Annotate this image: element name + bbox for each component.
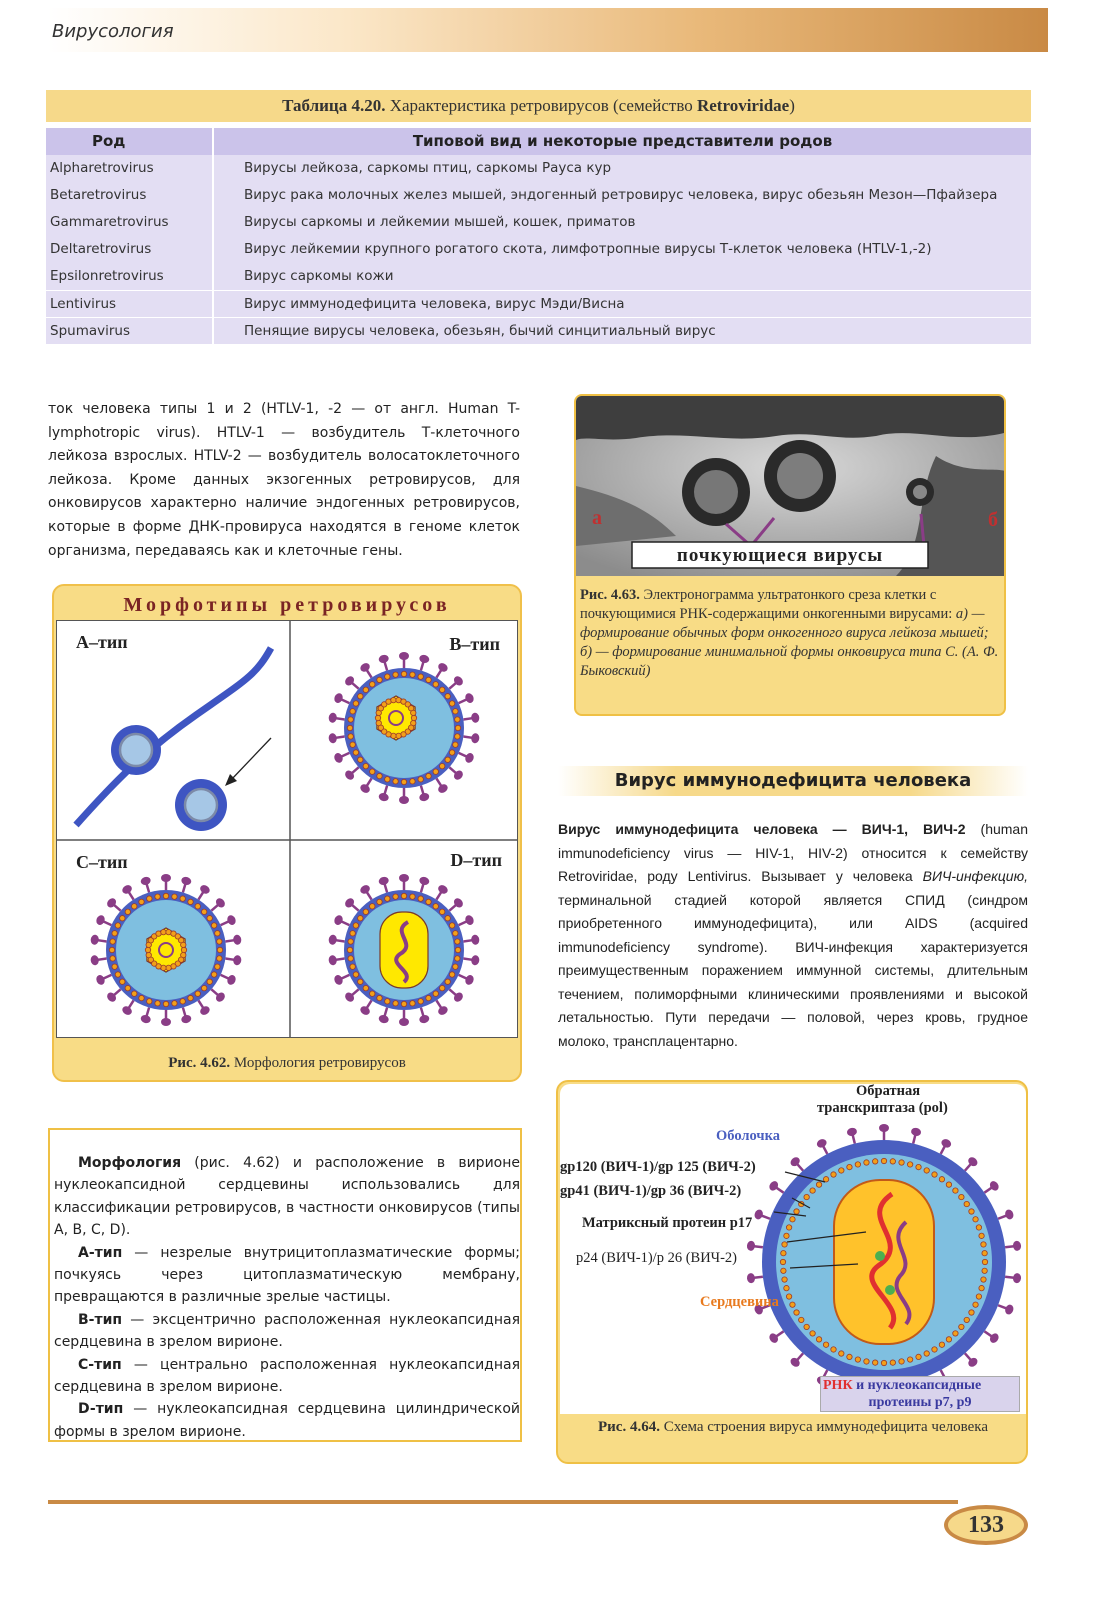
hiv-paragraph-text1: (human immunodeficiency virus — HIV-1, HIV-2) относится к семейству Retroviridae, роду Lentivirus. Вызывает у человека <box>558 821 1029 884</box>
morphology-a-type <box>54 1242 520 1309</box>
spike <box>846 1127 860 1145</box>
label-envelope: Оболочка <box>716 1128 780 1144</box>
section-title-hiv: Вирус иммунодефицита человека <box>558 766 1028 796</box>
hiv-paragraph <box>558 818 1028 1053</box>
spike <box>463 954 480 966</box>
figure-micrograph-caption <box>580 586 1004 681</box>
figure-morphotypes-caption-text: Морфология ретровирусов <box>233 1055 406 1071</box>
genus-cell: Lentivirus <box>46 291 212 318</box>
spike <box>416 1006 430 1024</box>
spike <box>225 954 242 966</box>
micrograph-drawing <box>576 396 1006 576</box>
morphology-text-box <box>48 1128 522 1442</box>
label-nc-proteins: протеины p7, p9 <box>868 1395 972 1410</box>
table-caption-text: Характеристика ретровирусов (семейство <box>389 96 693 115</box>
spike <box>378 1006 392 1024</box>
genus-cell: Alpharetrovirus <box>46 155 212 182</box>
spike <box>161 874 171 890</box>
figure-morphotypes-caption <box>54 1055 520 1072</box>
figure-micrograph-caption-text: Электронограмма ультратонкого среза клетки с почкующимися РНК-содержащими онкогенными вирусами: <box>580 587 953 622</box>
spike <box>399 1010 409 1026</box>
spike <box>746 1272 763 1284</box>
members-cell: Вирус саркомы кожи <box>214 263 1031 290</box>
label-core: Сердцевина <box>700 1294 779 1310</box>
type-a-label: А–тип <box>76 632 128 652</box>
figure-micrograph-caption-b: б) — формирование минимальной формы онковируса типа С. (А. Ф. Быковский) <box>580 644 999 679</box>
footer-rule <box>48 1500 958 1504</box>
spike <box>178 876 192 894</box>
spike <box>328 712 345 724</box>
spike <box>225 934 242 946</box>
spike <box>399 874 409 890</box>
morphotypes-grid <box>56 620 518 1038</box>
morphology-b-type <box>54 1309 520 1354</box>
b-type-virion <box>328 652 480 804</box>
spike <box>908 1127 922 1145</box>
table-row <box>46 182 1031 209</box>
spike <box>90 934 107 946</box>
figure-morphotypes-title: Морфотипы ретровирусов <box>123 594 451 616</box>
label-rna-nucleocapsid <box>821 1377 1019 1394</box>
figure-morphotypes <box>52 584 522 1082</box>
hiv-virion <box>746 1124 1021 1400</box>
spike <box>753 1208 772 1223</box>
figure-micrograph-caption-a: а) — формирование обычных форм онкогенного вируса лейкоза мышей; <box>580 606 989 641</box>
label-rna: РНК <box>823 1378 853 1393</box>
spike <box>140 876 154 894</box>
spike <box>328 732 345 744</box>
morphology-d-type <box>54 1398 520 1443</box>
table-caption-family: Retroviridae <box>696 96 790 115</box>
label-nucleocapsid: и нуклеокапсидные <box>852 1378 982 1393</box>
hiv-paragraph-text2: терминальной стадией которой является СПИД (синдром приобретенного иммунодефицита), или AIDS (acquired immunodeficiency syndrome). ВИЧ-инфекция характеризуется преимущественным поражением иммунной системы, длительным течением, полиморфными клиническими проявлениями и высокой летальностью. Пути передачи — половой, через кровь, грудное молоко, трансплацентарно. <box>558 891 1028 1049</box>
label-reverse-transcriptase-2: транскриптаза (pol) <box>817 1100 948 1116</box>
morphology-text <box>54 1152 520 1443</box>
spike <box>996 1301 1015 1316</box>
spike <box>1005 1240 1022 1252</box>
spike <box>140 1006 154 1024</box>
spike <box>416 876 430 894</box>
micrograph-banner: почкующиеся вирусы <box>676 545 884 566</box>
morphology-c-type <box>54 1354 520 1399</box>
genus-cell: Epsilonretrovirus <box>46 263 212 290</box>
label-p24: p24 (ВИЧ-1)/p 26 (ВИЧ-2) <box>576 1250 738 1266</box>
type-b-label: В–тип <box>449 634 500 654</box>
morphology-c-text: — центрально расположенная нуклеокапсидная сердцевина в зрелом вирионе. <box>54 1356 520 1396</box>
table-row <box>46 318 1031 345</box>
table-row <box>46 236 1031 263</box>
spike <box>1005 1272 1022 1284</box>
spike <box>463 934 480 946</box>
htlv-paragraph: ток человека типы 1 и 2 (HTLV-1, -2 — от англ. Human T-lymphotropic virus). HTLV-1 — возбудитель Т-клеточного лейкоза взрослых. HTLV-2 — возбудитель волосатоклеточного лейкоза. Кроме данных экзогенных ретровирусов, для онковирусов характерно наличие эндогенных ретровирусов, которые в форме ДНК-провируса находятся в геноме клеток организма, передаваясь как и клеточные гены. <box>48 401 520 559</box>
page-number: 133 <box>944 1505 1028 1545</box>
figure-hiv-caption <box>568 1418 1018 1436</box>
morphology-intro <box>54 1152 520 1242</box>
column-header-members: Типовой вид и некоторые представители родов <box>214 128 1031 155</box>
table-caption-end: ) <box>789 96 795 115</box>
c-type-virion <box>90 874 242 1026</box>
figure-electron-micrograph <box>574 394 1006 716</box>
members-cell: Вирусы саркомы и лейкемии мышей, кошек, приматов <box>214 209 1031 236</box>
morphology-d-label: D-тип <box>78 1401 124 1418</box>
spike <box>328 954 345 966</box>
spike <box>399 652 409 668</box>
a-type-virion <box>76 648 271 831</box>
type-d-label: D–тип <box>450 850 502 870</box>
spike <box>161 1010 171 1026</box>
table-row <box>46 263 1031 290</box>
morphology-d-text: — нуклеокапсидная сердцевина цилиндрической формы в зрелом вирионе. <box>54 1401 520 1440</box>
figure-micrograph-caption-number: Рис. 4.63. <box>580 587 640 603</box>
hiv-scheme-panel <box>560 1084 1026 1414</box>
spike <box>178 1006 192 1024</box>
spike <box>463 732 480 744</box>
section-name: Вирусология <box>52 21 174 42</box>
table-caption-number: Таблица 4.20. <box>282 96 386 115</box>
spike <box>879 1124 889 1140</box>
spike <box>378 784 392 802</box>
label-gp41: gp41 (ВИЧ-1)/gp 36 (ВИЧ-2) <box>560 1183 742 1199</box>
members-cell: Вирус иммунодефицита человека, вирус Мэди/Висна <box>214 291 1031 318</box>
hiv-paragraph-lead: Вирус иммунодефицита человека — ВИЧ-1, ВИЧ-2 <box>558 821 966 837</box>
retrovirus-table <box>46 128 1031 345</box>
members-cell: Пенящие вирусы человека, обезьян, бычий синцитиальный вирус <box>214 318 1031 345</box>
column-header-genus: Род <box>46 128 212 155</box>
genus-cell: Gammaretrovirus <box>46 209 212 236</box>
table-caption <box>46 90 1031 122</box>
micrograph-label-b: б <box>988 509 998 531</box>
hiv-diagram <box>560 1084 1026 1414</box>
members-cell: Вирус лейкемии крупного рогатого скота, лимфотропные вирусы Т-клеток человека (HTLV-1,-2) <box>214 236 1031 263</box>
nc-label-box <box>820 1376 1020 1412</box>
members-cell: Вирусы лейкоза, саркомы птиц, саркомы Рауса кур <box>214 155 1031 182</box>
d-type-virion <box>328 874 480 1026</box>
genus-cell: Spumavirus <box>46 318 212 345</box>
table-row <box>46 209 1031 236</box>
table-row <box>46 291 1031 318</box>
morphology-b-text: — эксцентрично расположенная нуклеокапсидная сердцевина в зрелом вирионе. <box>54 1311 520 1351</box>
spike <box>378 876 392 894</box>
label-gp120: gp120 (ВИЧ-1)/gp 125 (ВИЧ-2) <box>560 1159 756 1175</box>
genus-cell: Betaretrovirus <box>46 182 212 209</box>
morphology-b-label: В-тип <box>78 1311 123 1328</box>
genus-cell: Deltaretrovirus <box>46 236 212 263</box>
hiv-paragraph-italic: ВИЧ-инфекцию, <box>922 868 1028 884</box>
spike <box>416 654 430 672</box>
members-cell: Вирус рака молочных желез мышей, эндогенный ретровирус человека, вирус обезьян Мезон—Пфайзера <box>214 182 1031 209</box>
spike <box>416 784 430 802</box>
figure-hiv-scheme <box>556 1080 1028 1464</box>
spike <box>746 1240 763 1252</box>
running-header <box>48 8 1048 52</box>
type-c-label: С–тип <box>76 852 128 872</box>
morphology-lead: Морфология <box>78 1155 182 1171</box>
micrograph-label-a: а <box>592 507 602 529</box>
table-header-row <box>46 128 1031 155</box>
micrograph-image <box>576 396 1006 576</box>
morphology-intro-text: (рис. 4.62) и расположение в вирионе нуклеокапсидной сердцевины использовались для классификации ретровирусов, в частности онковирусов (типы A, B, C, D). <box>54 1155 520 1239</box>
label-matrix-protein: Матриксный протеин p17 <box>582 1215 753 1231</box>
spike <box>328 934 345 946</box>
morphology-a-text: — незрелые внутрицитоплазматические формы; почкуясь через цитоплазматическую мембрану, превращаются в различные зрелые частицы. <box>54 1244 520 1306</box>
spike <box>463 712 480 724</box>
spike <box>996 1208 1015 1223</box>
figure-morphotypes-caption-number: Рис. 4.62. <box>168 1055 231 1071</box>
morphology-c-label: С-тип <box>78 1356 122 1373</box>
label-reverse-transcriptase-1: Обратная <box>856 1083 921 1099</box>
morphotypes-diagram <box>56 620 518 1038</box>
figure-hiv-caption-number: Рис. 4.64. <box>598 1419 660 1435</box>
morphology-a-label: А-тип <box>78 1244 123 1261</box>
table-row <box>46 155 1031 182</box>
figure-hiv-caption-text: Схема строения вируса иммунодефицита человека <box>663 1419 988 1435</box>
spike <box>399 788 409 804</box>
spike <box>90 954 107 966</box>
spike <box>378 654 392 672</box>
